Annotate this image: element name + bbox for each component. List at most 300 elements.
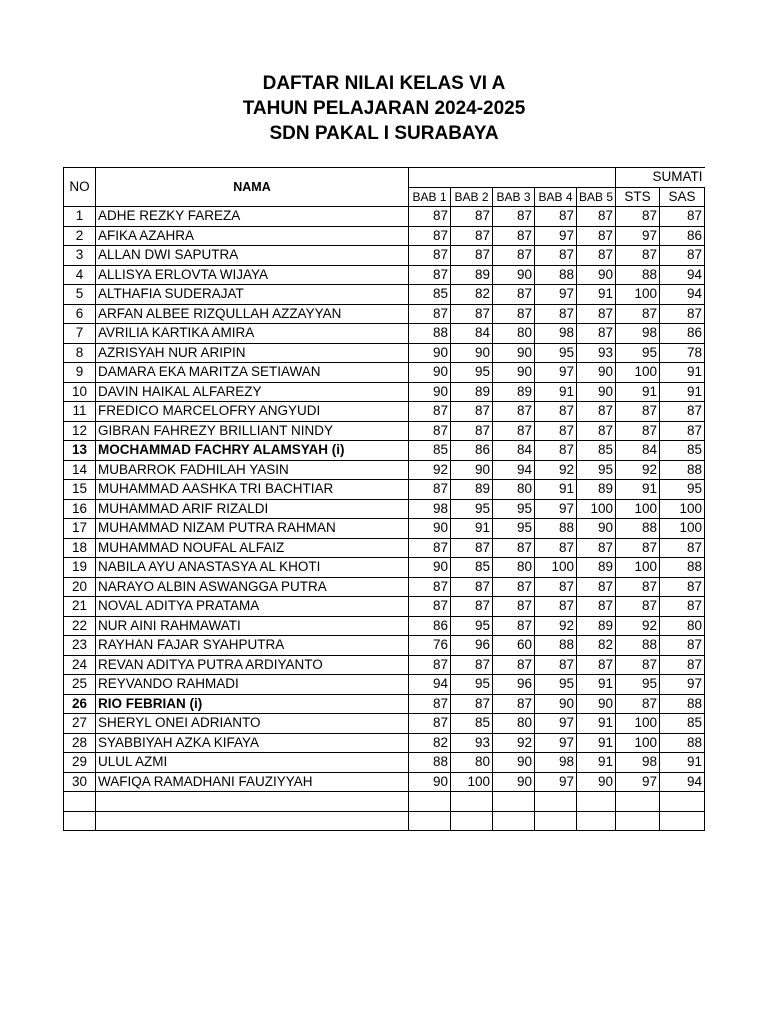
row-value: 87	[493, 304, 535, 324]
row-value: 87	[616, 694, 660, 714]
row-value: 88	[535, 636, 577, 656]
row-value: 89	[451, 480, 493, 500]
row-value: 97	[535, 285, 577, 305]
row-value: 87	[409, 265, 451, 285]
row-value: 90	[577, 265, 616, 285]
row-value: 87	[616, 246, 660, 266]
empty-cell	[64, 792, 96, 812]
row-value: 91	[577, 285, 616, 305]
row-value: 91	[660, 382, 705, 402]
row-value: 87	[493, 226, 535, 246]
row-value: 80	[493, 714, 535, 734]
row-value: 91	[535, 382, 577, 402]
row-no: 2	[64, 226, 96, 246]
row-value: 100	[535, 558, 577, 578]
table-row	[64, 675, 705, 695]
row-value: 87	[493, 285, 535, 305]
row-value: 87	[577, 226, 616, 246]
row-value: 88	[616, 265, 660, 285]
row-value: 87	[451, 402, 493, 422]
row-value: 90	[535, 694, 577, 714]
row-value: 86	[660, 226, 705, 246]
row-value: 95	[535, 675, 577, 695]
row-value: 91	[451, 519, 493, 539]
row-value: 91	[577, 733, 616, 753]
page-title-line1: DAFTAR NILAI KELAS VI A	[262, 73, 506, 94]
row-nama: MUHAMMAD AASHKA TRI BACHTIAR	[96, 480, 409, 500]
row-value: 80	[660, 616, 705, 636]
table-row	[64, 285, 705, 305]
row-value: 98	[535, 324, 577, 344]
row-value: 82	[577, 636, 616, 656]
row-value: 94	[660, 265, 705, 285]
empty-cell	[493, 792, 535, 812]
row-value: 90	[409, 519, 451, 539]
row-value: 87	[493, 538, 535, 558]
row-nama: RIO FEBRIAN (i)	[96, 694, 409, 714]
row-no: 11	[64, 402, 96, 422]
table-row	[64, 324, 705, 344]
row-value: 76	[409, 636, 451, 656]
row-value: 88	[409, 753, 451, 773]
empty-cell	[96, 811, 409, 831]
row-value: 87	[535, 304, 577, 324]
row-no: 9	[64, 363, 96, 383]
header-bab4: BAB 4	[535, 187, 577, 207]
row-nama: ARFAN ALBEE RIZQULLAH AZZAYYAN	[96, 304, 409, 324]
row-no: 30	[64, 772, 96, 792]
row-no: 10	[64, 382, 96, 402]
row-no: 21	[64, 597, 96, 617]
row-value: 91	[660, 363, 705, 383]
row-value: 87	[493, 421, 535, 441]
row-value: 95	[616, 343, 660, 363]
row-no: 25	[64, 675, 96, 695]
row-value: 89	[493, 382, 535, 402]
table-row	[64, 655, 705, 675]
row-value: 85	[409, 285, 451, 305]
row-value: 91	[616, 382, 660, 402]
row-value: 90	[577, 519, 616, 539]
empty-cell	[451, 792, 493, 812]
row-value: 100	[616, 733, 660, 753]
row-value: 95	[451, 616, 493, 636]
row-nama: ADHE REZKY FAREZA	[96, 207, 409, 227]
row-value: 85	[660, 714, 705, 734]
row-value: 95	[493, 499, 535, 519]
row-value: 87	[535, 246, 577, 266]
row-value: 88	[660, 558, 705, 578]
row-no: 17	[64, 519, 96, 539]
row-value: 85	[409, 441, 451, 461]
table-row	[64, 636, 705, 656]
row-nama: ULUL AZMI	[96, 753, 409, 773]
empty-cell	[616, 811, 660, 831]
row-value: 90	[493, 343, 535, 363]
empty-cell	[409, 792, 451, 812]
empty-cell	[535, 792, 577, 812]
row-no: 4	[64, 265, 96, 285]
row-value: 87	[535, 597, 577, 617]
row-value: 87	[409, 480, 451, 500]
row-value: 97	[616, 772, 660, 792]
row-value: 91	[577, 753, 616, 773]
row-value: 97	[535, 363, 577, 383]
row-value: 90	[451, 343, 493, 363]
row-value: 87	[660, 636, 705, 656]
row-value: 87	[535, 577, 577, 597]
table-row	[64, 480, 705, 500]
row-value: 94	[660, 772, 705, 792]
row-value: 96	[493, 675, 535, 695]
row-value: 94	[660, 285, 705, 305]
row-value: 95	[451, 363, 493, 383]
row-nama: ALLISYA ERLOVTA WIJAYA	[96, 265, 409, 285]
row-value: 97	[535, 714, 577, 734]
row-value: 91	[616, 480, 660, 500]
row-value: 97	[660, 675, 705, 695]
row-value: 89	[577, 480, 616, 500]
table-row	[64, 460, 705, 480]
row-value: 87	[577, 304, 616, 324]
row-value: 87	[577, 324, 616, 344]
table-row	[64, 772, 705, 792]
table-row	[64, 441, 705, 461]
page-title-line2: TAHUN PELAJARAN 2024-2025	[242, 98, 526, 119]
empty-row	[64, 811, 705, 831]
table-row	[64, 226, 705, 246]
row-nama: MUHAMMAD ARIF RIZALDI	[96, 499, 409, 519]
table-row	[64, 694, 705, 714]
table-row	[64, 246, 705, 266]
row-value: 91	[577, 714, 616, 734]
row-no: 3	[64, 246, 96, 266]
row-value: 98	[616, 324, 660, 344]
row-value: 87	[660, 402, 705, 422]
row-value: 87	[451, 538, 493, 558]
row-value: 87	[616, 207, 660, 227]
row-value: 87	[577, 597, 616, 617]
row-nama: DAVIN HAIKAL ALFAREZY	[96, 382, 409, 402]
row-value: 82	[451, 285, 493, 305]
row-no: 14	[64, 460, 96, 480]
row-no: 5	[64, 285, 96, 305]
row-value: 88	[616, 636, 660, 656]
row-value: 88	[409, 324, 451, 344]
row-value: 87	[409, 694, 451, 714]
row-nama: REVAN ADITYA PUTRA ARDIYANTO	[96, 655, 409, 675]
row-value: 87	[409, 421, 451, 441]
row-value: 90	[493, 363, 535, 383]
row-value: 92	[616, 616, 660, 636]
row-nama: ALLAN DWI SAPUTRA	[96, 246, 409, 266]
row-value: 90	[577, 382, 616, 402]
empty-cell	[660, 811, 705, 831]
row-value: 90	[409, 343, 451, 363]
row-value: 87	[451, 655, 493, 675]
row-value: 87	[409, 597, 451, 617]
row-value: 92	[535, 616, 577, 636]
row-no: 12	[64, 421, 96, 441]
row-value: 87	[451, 226, 493, 246]
row-value: 91	[577, 675, 616, 695]
header-sas: SAS	[660, 187, 705, 207]
row-value: 84	[616, 441, 660, 461]
table-row	[64, 733, 705, 753]
row-value: 97	[535, 772, 577, 792]
row-value: 87	[660, 304, 705, 324]
row-value: 87	[409, 226, 451, 246]
empty-cell	[409, 811, 451, 831]
row-value: 97	[535, 499, 577, 519]
row-value: 87	[451, 304, 493, 324]
row-value: 87	[451, 577, 493, 597]
row-value: 95	[616, 675, 660, 695]
row-value: 88	[660, 733, 705, 753]
row-value: 87	[493, 616, 535, 636]
table-row	[64, 577, 705, 597]
empty-cell	[493, 811, 535, 831]
row-value: 87	[660, 207, 705, 227]
row-nama: AZRISYAH NUR ARIPIN	[96, 343, 409, 363]
row-no: 1	[64, 207, 96, 227]
row-no: 28	[64, 733, 96, 753]
row-value: 85	[451, 714, 493, 734]
row-value: 87	[616, 402, 660, 422]
table-row	[64, 382, 705, 402]
row-value: 93	[451, 733, 493, 753]
row-value: 87	[660, 597, 705, 617]
empty-cell	[660, 792, 705, 812]
row-value: 87	[577, 246, 616, 266]
row-value: 87	[616, 421, 660, 441]
row-value: 87	[409, 655, 451, 675]
row-value: 87	[493, 694, 535, 714]
row-value: 85	[660, 441, 705, 461]
empty-cell	[535, 811, 577, 831]
row-no: 29	[64, 753, 96, 773]
row-value: 100	[616, 363, 660, 383]
row-value: 90	[409, 558, 451, 578]
row-value: 95	[451, 499, 493, 519]
row-value: 95	[577, 460, 616, 480]
row-value: 100	[660, 499, 705, 519]
row-nama: AVRILIA KARTIKA AMIRA	[96, 324, 409, 344]
row-value: 90	[409, 382, 451, 402]
row-value: 87	[451, 207, 493, 227]
row-value: 86	[409, 616, 451, 636]
row-value: 92	[409, 460, 451, 480]
row-value: 86	[451, 441, 493, 461]
row-no: 13	[64, 441, 96, 461]
table-row	[64, 616, 705, 636]
row-value: 87	[616, 577, 660, 597]
row-value: 90	[409, 772, 451, 792]
row-value: 87	[577, 655, 616, 675]
row-value: 87	[616, 655, 660, 675]
header-no: NO	[64, 168, 96, 207]
row-nama: ALTHAFIA SUDERAJAT	[96, 285, 409, 305]
empty-cell	[64, 811, 96, 831]
row-value: 90	[577, 694, 616, 714]
empty-cell	[616, 792, 660, 812]
table-row	[64, 753, 705, 773]
header-sts: STS	[616, 187, 660, 207]
row-nama: SHERYL ONEI ADRIANTO	[96, 714, 409, 734]
row-value: 87	[577, 402, 616, 422]
empty-cell	[96, 792, 409, 812]
row-value: 87	[616, 304, 660, 324]
row-value: 87	[535, 441, 577, 461]
header-sumati: SUMATI	[616, 168, 705, 188]
row-value: 80	[493, 480, 535, 500]
row-value: 87	[409, 246, 451, 266]
row-value: 88	[660, 694, 705, 714]
row-value: 88	[535, 265, 577, 285]
table-row	[64, 363, 705, 383]
row-nama: AFIKA AZAHRA	[96, 226, 409, 246]
page-title-line3: SDN PAKAL I SURABAYA	[269, 123, 499, 144]
header-bab2: BAB 2	[451, 187, 493, 207]
row-value: 92	[535, 460, 577, 480]
row-value: 87	[535, 655, 577, 675]
row-no: 20	[64, 577, 96, 597]
row-value: 96	[451, 636, 493, 656]
row-nama: NUR AINI RAHMAWATI	[96, 616, 409, 636]
row-value: 91	[660, 753, 705, 773]
row-nama: RAYHAN FAJAR SYAHPUTRA	[96, 636, 409, 656]
row-value: 98	[409, 499, 451, 519]
row-value: 100	[616, 714, 660, 734]
row-value: 87	[535, 421, 577, 441]
row-value: 100	[451, 772, 493, 792]
row-value: 95	[535, 343, 577, 363]
empty-cell	[577, 811, 616, 831]
row-value: 87	[616, 597, 660, 617]
row-value: 87	[577, 207, 616, 227]
row-value: 87	[451, 421, 493, 441]
row-value: 87	[409, 402, 451, 422]
row-value: 87	[493, 246, 535, 266]
row-value: 87	[451, 597, 493, 617]
row-value: 87	[535, 538, 577, 558]
row-value: 87	[577, 538, 616, 558]
row-value: 98	[616, 753, 660, 773]
row-value: 87	[535, 402, 577, 422]
row-nama: SYABBIYAH AZKA KIFAYA	[96, 733, 409, 753]
row-value: 90	[577, 363, 616, 383]
row-value: 87	[660, 577, 705, 597]
table-row	[64, 207, 705, 227]
row-value: 97	[535, 733, 577, 753]
table-row	[64, 597, 705, 617]
row-no: 26	[64, 694, 96, 714]
row-value: 87	[409, 207, 451, 227]
empty-row	[64, 792, 705, 812]
table-row	[64, 265, 705, 285]
row-value: 98	[535, 753, 577, 773]
row-value: 86	[660, 324, 705, 344]
row-value: 91	[535, 480, 577, 500]
row-value: 80	[493, 558, 535, 578]
row-no: 8	[64, 343, 96, 363]
empty-cell	[577, 792, 616, 812]
row-nama: FREDICO MARCELOFRY ANGYUDI	[96, 402, 409, 422]
row-value: 87	[493, 402, 535, 422]
header-bab3: BAB 3	[493, 187, 535, 207]
row-value: 85	[451, 558, 493, 578]
row-nama: NARAYO ALBIN ASWANGGA PUTRA	[96, 577, 409, 597]
row-nama: MUHAMMAD NOUFAL ALFAIZ	[96, 538, 409, 558]
empty-cell	[451, 811, 493, 831]
row-nama: GIBRAN FAHREZY BRILLIANT NINDY	[96, 421, 409, 441]
row-value: 92	[616, 460, 660, 480]
row-value: 90	[451, 460, 493, 480]
row-value: 90	[493, 265, 535, 285]
row-value: 90	[493, 772, 535, 792]
table-row	[64, 558, 705, 578]
row-value: 95	[493, 519, 535, 539]
row-value: 80	[493, 324, 535, 344]
header-group-empty	[409, 168, 616, 188]
table-row	[64, 402, 705, 422]
row-nama: DAMARA EKA MARITZA SETIAWAN	[96, 363, 409, 383]
row-value: 100	[660, 519, 705, 539]
row-value: 88	[616, 519, 660, 539]
row-value: 87	[409, 304, 451, 324]
row-no: 18	[64, 538, 96, 558]
grades-table	[63, 167, 705, 831]
row-value: 89	[451, 265, 493, 285]
row-value: 87	[493, 597, 535, 617]
row-value: 87	[660, 538, 705, 558]
row-value: 94	[493, 460, 535, 480]
row-value: 87	[493, 207, 535, 227]
row-value: 87	[451, 246, 493, 266]
table-row	[64, 538, 705, 558]
row-value: 90	[409, 363, 451, 383]
row-value: 87	[577, 421, 616, 441]
header-bab5: BAB 5	[577, 187, 616, 207]
row-value: 100	[616, 285, 660, 305]
table-row	[64, 714, 705, 734]
row-value: 87	[660, 421, 705, 441]
row-value: 89	[577, 616, 616, 636]
row-value: 97	[535, 226, 577, 246]
row-value: 100	[616, 558, 660, 578]
row-value: 100	[577, 499, 616, 519]
row-value: 90	[493, 753, 535, 773]
row-value: 88	[660, 460, 705, 480]
row-value: 60	[493, 636, 535, 656]
row-value: 92	[493, 733, 535, 753]
row-no: 6	[64, 304, 96, 324]
row-value: 95	[660, 480, 705, 500]
table-row	[64, 343, 705, 363]
row-value: 89	[451, 382, 493, 402]
row-value: 87	[660, 655, 705, 675]
table-row	[64, 499, 705, 519]
row-value: 84	[493, 441, 535, 461]
header-bab1: BAB 1	[409, 187, 451, 207]
row-value: 93	[577, 343, 616, 363]
row-value: 82	[409, 733, 451, 753]
row-value: 87	[577, 577, 616, 597]
row-no: 7	[64, 324, 96, 344]
row-value: 94	[409, 675, 451, 695]
row-value: 87	[409, 714, 451, 734]
grades-body	[64, 207, 705, 831]
